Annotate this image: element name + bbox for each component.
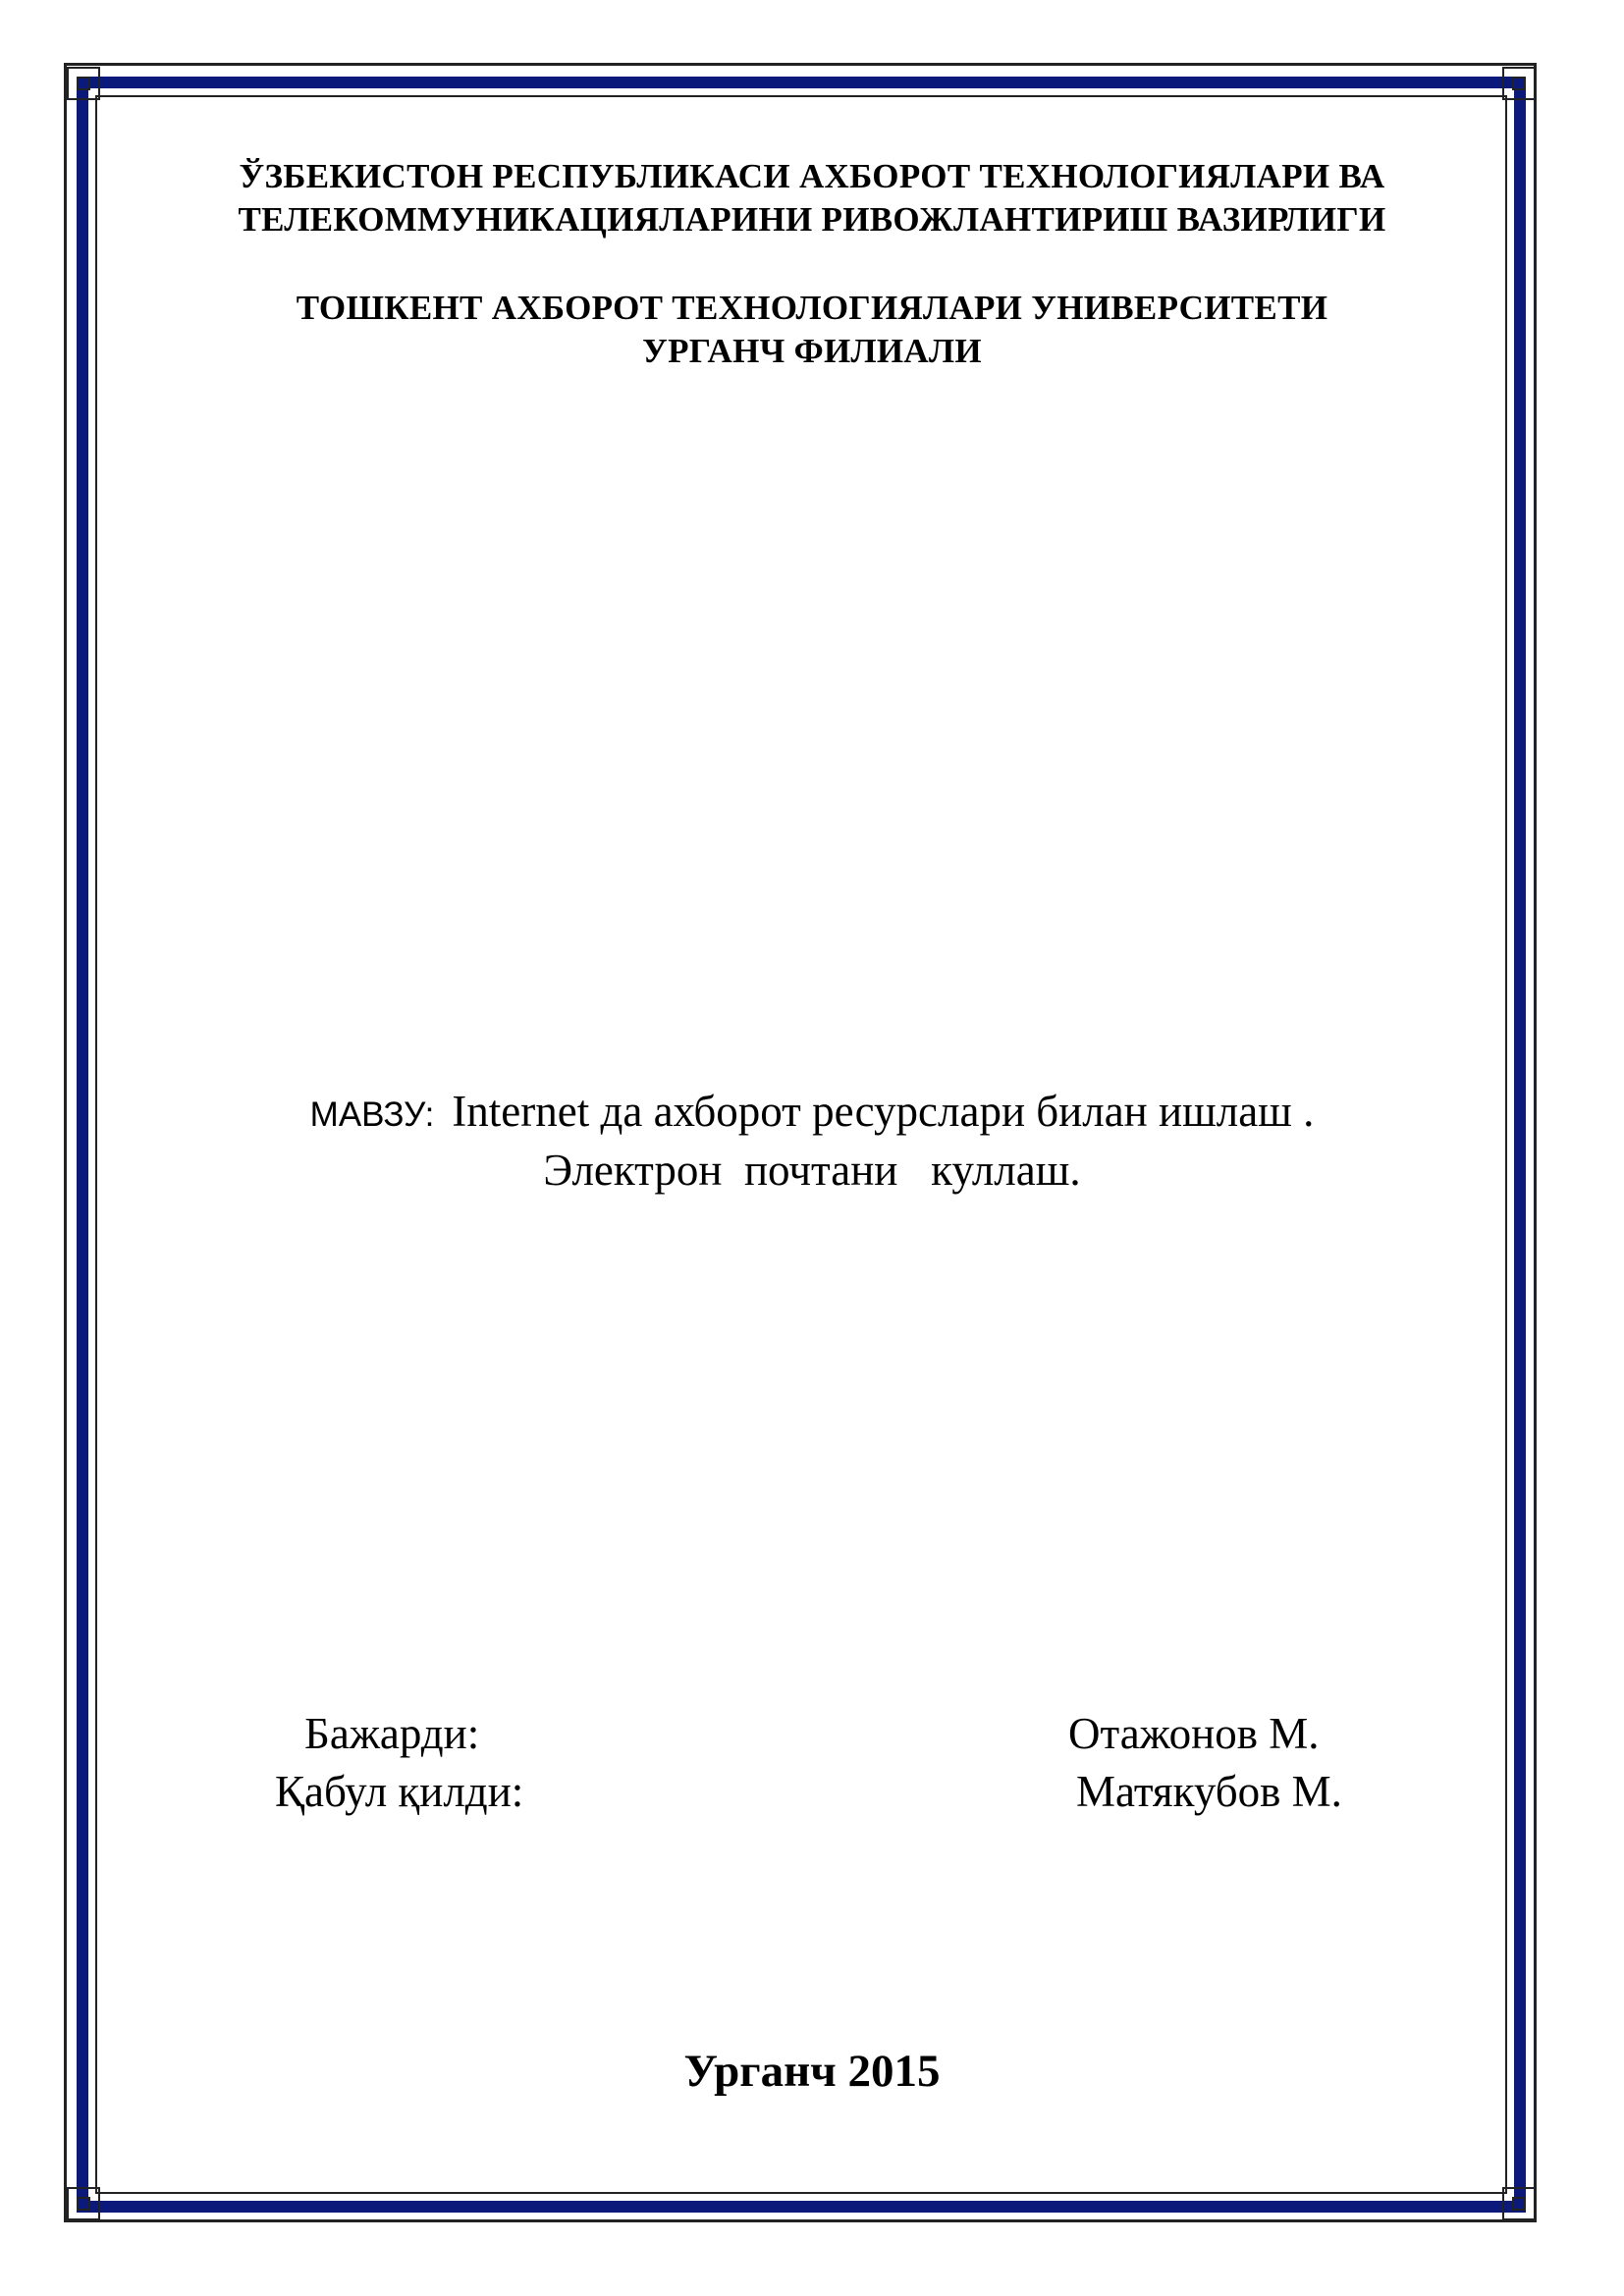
topic-line-2: Электрон почтани куллаш. (543, 1146, 1081, 1195)
ministry-title-line-1: ЎЗБЕКИСТОН РЕСПУБЛИКАСИ АХБОРОТ ТЕХНОЛОГИЯЛАРИ ВА (239, 157, 1385, 195)
accepted-by-label: Қабул қилди: (275, 1767, 524, 1816)
performed-by-name: Отажонов М. (1068, 1709, 1320, 1758)
topic-line-1 (0, 1083, 1624, 1144)
frame-corner-ornament-bottom-left (67, 2187, 100, 2220)
frame-corner-ornament-top-right (1502, 67, 1536, 100)
performed-by-label: Бажарди: (304, 1709, 480, 1758)
topic-label: МАВЗУ: (309, 1095, 435, 1134)
accepted-by-name: Матякубов М. (1076, 1767, 1342, 1816)
university-branch-line: УРГАНЧ ФИЛИАЛИ (642, 332, 982, 370)
place-and-year: Урганч 2015 (683, 2046, 941, 2097)
university-title-line-1: ТОШКЕНТ АХБОРОТ ТЕХНОЛОГИЯЛАРИ УНИВЕРСИТЕТИ (296, 289, 1328, 327)
frame-corner-ornament-bottom-right (1502, 2187, 1536, 2220)
topic-title-text: Internet да ахборот ресурслари билан ишлаш . (452, 1087, 1315, 1136)
ministry-title-line-2: ТЕЛЕКОММУНИКАЦИЯЛАРИНИ РИВОЖЛАНТИРИШ ВАЗИРЛИГИ (238, 200, 1386, 239)
frame-corner-ornament-top-left (67, 67, 100, 100)
